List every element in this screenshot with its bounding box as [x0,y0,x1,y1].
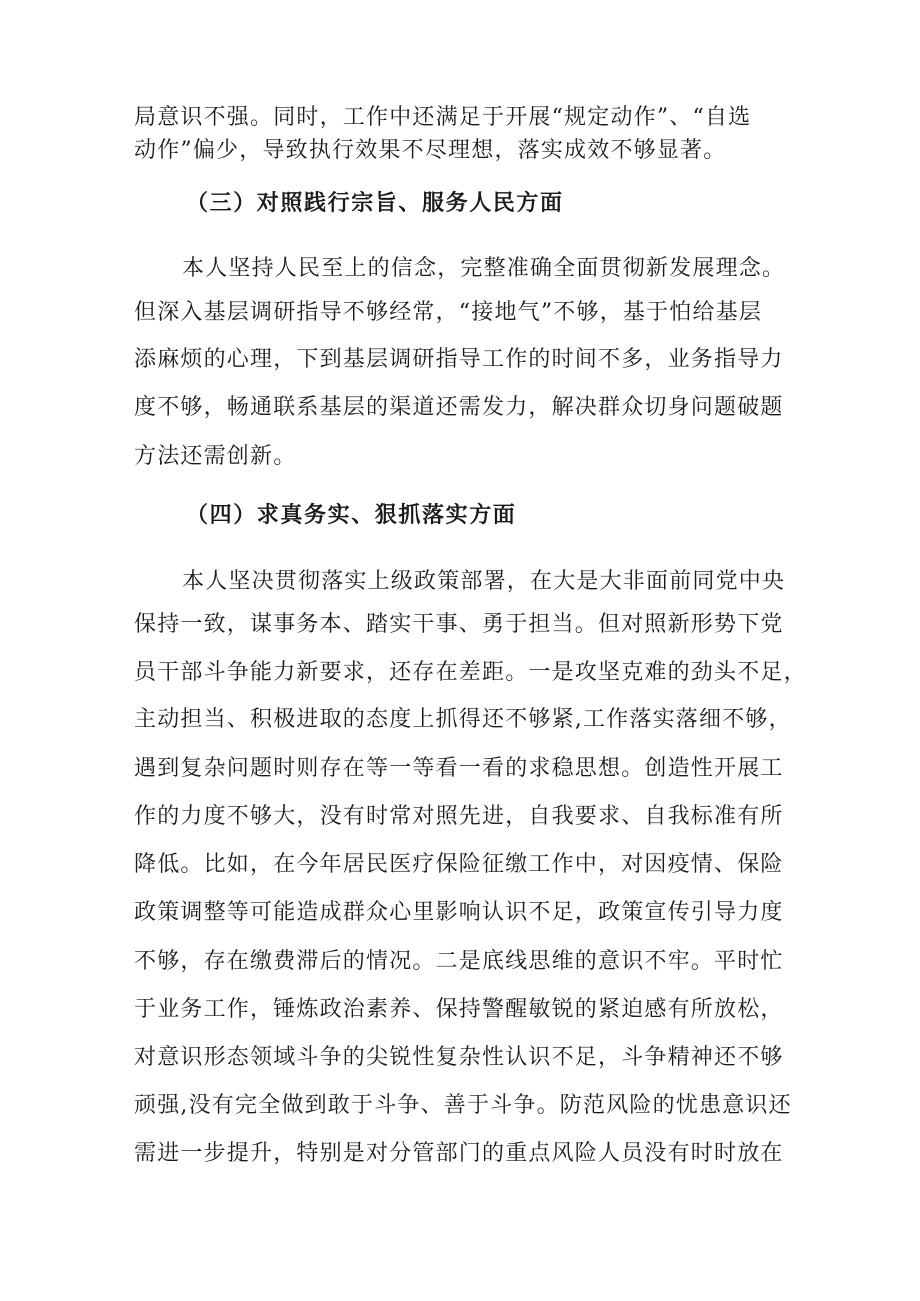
paragraph-line: 添麻烦的心理，下到基层调研指导工作的时间不多，业务指导力 [134,347,784,372]
paragraph-line: 遇到复杂问题时则存在等一等看一看的求稳思想。创造性开展工 [134,756,784,781]
paragraph-line: 本人坚持人民至上的信念，完整准确全面贯彻新发展理念。 [182,256,786,281]
paragraph-line: 局意识不强。同时，工作中还满足于开展“规定动作”、“自选 [134,105,752,130]
paragraph-line: 需进一步提升，特别是对分管部门的重点风险人员没有时时放在 [134,1141,784,1166]
paragraph-line: 对意识形态领域斗争的尖锐性复杂性认识不足，斗争精神还不够 [134,1045,784,1070]
paragraph-line: 动作”偏少，导致执行效果不尽理想，落实成效不够显著。 [134,138,727,163]
paragraph-line: 降低。比如，在今年居民医疗保险征缴工作中，对因疫情、保险 [134,852,784,877]
section-heading: （四）求真务实、狠抓落实方面 [186,502,517,528]
paragraph-line: 员干部斗争能力新要求，还存在差距。一是攻坚克难的劲头不足， [134,660,807,685]
section-heading: （三）对照践行宗旨、服务人民方面 [186,190,564,216]
paragraph-line: 方法还需创新。 [134,444,297,469]
paragraph-line: 顽强,没有完全做到敢于斗争、善于斗争。防范风险的忧患意识还 [134,1093,792,1118]
paragraph-line: 度不够，畅通联系基层的渠道还需发力，解决群众切身问题破题 [134,395,784,420]
paragraph-line: 不够，存在缴费滞后的情况。二是底线思维的意识不牢。平时忙 [134,949,784,974]
paragraph-line: 保持一致，谋事务本、踏实干事、勇于担当。但对照新形势下党 [134,612,784,637]
paragraph-line: 本人坚决贯彻落实上级政策部署，在大是大非面前同党中央 [182,569,786,594]
paragraph-line: 主动担当、积极进取的态度上抓得还不够紧,工作落实落细不够， [134,707,792,732]
paragraph-line: 政策调整等可能造成群众心里影响认识不足，政策宣传引导力度 [134,900,784,925]
paragraph-line: 作的力度不够大，没有时常对照先进，自我要求、自我标准有所 [134,804,784,829]
paragraph-line: 但深入基层调研指导不够经常，“接地气”不够，基于怕给基层 [134,300,763,325]
paragraph-line: 于业务工作，锤炼政治素养、保持警醒敏锐的紧迫感有所放松， [134,997,784,1022]
